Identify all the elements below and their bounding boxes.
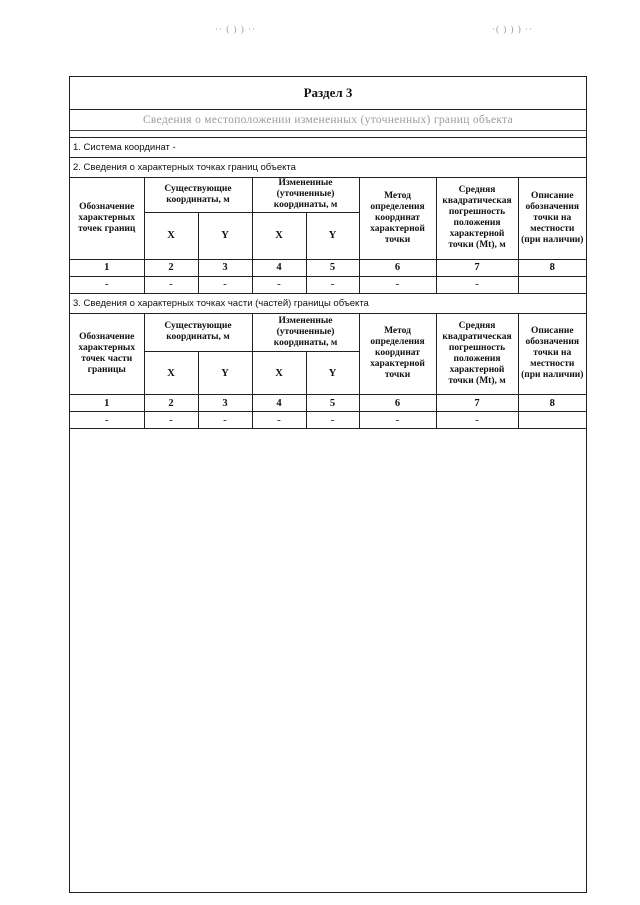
table2-colnum: 6 — [359, 395, 436, 412]
table1-column-numbers — [70, 259, 586, 276]
table2-colnum: 2 — [144, 395, 198, 412]
table1-header-row — [70, 178, 586, 212]
table2-colnum: 7 — [436, 395, 518, 412]
table2-cell: - — [144, 412, 198, 429]
table1-header-existing: Существующие координаты, м — [144, 178, 252, 212]
table2-column-numbers — [70, 395, 586, 412]
table1-title: 2. Сведения о характерных точках границ объекта — [70, 158, 586, 178]
table2-cell: - — [359, 412, 436, 429]
table2-cell: - — [252, 412, 306, 429]
table1-data-row — [70, 276, 586, 293]
table1-header-designation: Обозначение характерных точек границ — [70, 178, 144, 259]
table1-header-accuracy: Средняя квадратическая погрешность положения характерной точки (Mt), м — [436, 178, 518, 259]
table1-header-changed: Измененные (уточненные) координаты, м — [252, 178, 359, 212]
table2-data-row — [70, 412, 586, 429]
table1-colnum: 7 — [436, 259, 518, 276]
table1-cell: - — [436, 276, 518, 293]
table1-axis-y-changed: Y — [306, 212, 359, 259]
table2-axis-y-existing: Y — [198, 352, 252, 395]
table2-header-existing: Существующие координаты, м — [144, 314, 252, 352]
table1-colnum: 1 — [70, 259, 144, 276]
table1-colnum: 6 — [359, 259, 436, 276]
table2-colnum: 5 — [306, 395, 359, 412]
table2-cell — [518, 412, 586, 429]
coordinate-system-row: 1. Система координат - — [70, 138, 586, 158]
document-sheet — [69, 76, 587, 893]
table2-title: 3. Сведения о характерных точках части (частей) границы объекта — [70, 293, 586, 314]
table2-header-accuracy: Средняя квадратическая погрешность положения характерной точки (Mt), м — [436, 314, 518, 395]
table2-colnum: 8 — [518, 395, 586, 412]
table1-header-description: Описание обозначения точки на местности (при наличии) — [518, 178, 586, 259]
table2-cell: - — [198, 412, 252, 429]
table1-cell: - — [144, 276, 198, 293]
scan-header-right: ·( ) ) ) ·· — [492, 24, 533, 34]
section-subtitle: Сведения о местоположении измененных (уточненных) границ объекта — [70, 110, 586, 131]
table1-cell — [518, 276, 586, 293]
table1 — [70, 178, 586, 294]
table2-header-row — [70, 314, 586, 352]
table1-axis-y-existing: Y — [198, 212, 252, 259]
table1-colnum: 3 — [198, 259, 252, 276]
table2-axis-y-changed: Y — [306, 352, 359, 395]
scan-header-left: ·· ( ) ) ·· — [215, 24, 256, 34]
table1-cell: - — [198, 276, 252, 293]
table2-header-method: Метод определения координат характерной точки — [359, 314, 436, 395]
table2-header-description: Описание обозначения точки на местности (при наличии) — [518, 314, 586, 395]
table2-cell: - — [306, 412, 359, 429]
table2-axis-x-changed: X — [252, 352, 306, 395]
table2-cell: - — [70, 412, 144, 429]
table2-colnum: 3 — [198, 395, 252, 412]
table1-header-method: Метод определения координат характерной точки — [359, 178, 436, 259]
table2-header-changed: Измененные (уточненные) координаты, м — [252, 314, 359, 352]
table2-axis-x-existing: X — [144, 352, 198, 395]
table1-cell: - — [70, 276, 144, 293]
table1-colnum: 8 — [518, 259, 586, 276]
section-title: Раздел 3 — [70, 77, 586, 110]
table2-header-designation: Обозначение характерных точек части границы — [70, 314, 144, 395]
table2-colnum: 1 — [70, 395, 144, 412]
table2-cell: - — [436, 412, 518, 429]
table1-colnum: 4 — [252, 259, 306, 276]
table1-colnum: 2 — [144, 259, 198, 276]
table2-colnum: 4 — [252, 395, 306, 412]
table1-colnum: 5 — [306, 259, 359, 276]
table1-axis-x-existing: X — [144, 212, 198, 259]
table1-cell: - — [306, 276, 359, 293]
spacer-row — [70, 131, 586, 138]
table1-axis-x-changed: X — [252, 212, 306, 259]
table2 — [70, 314, 586, 430]
table1-cell: - — [359, 276, 436, 293]
table1-cell: - — [252, 276, 306, 293]
